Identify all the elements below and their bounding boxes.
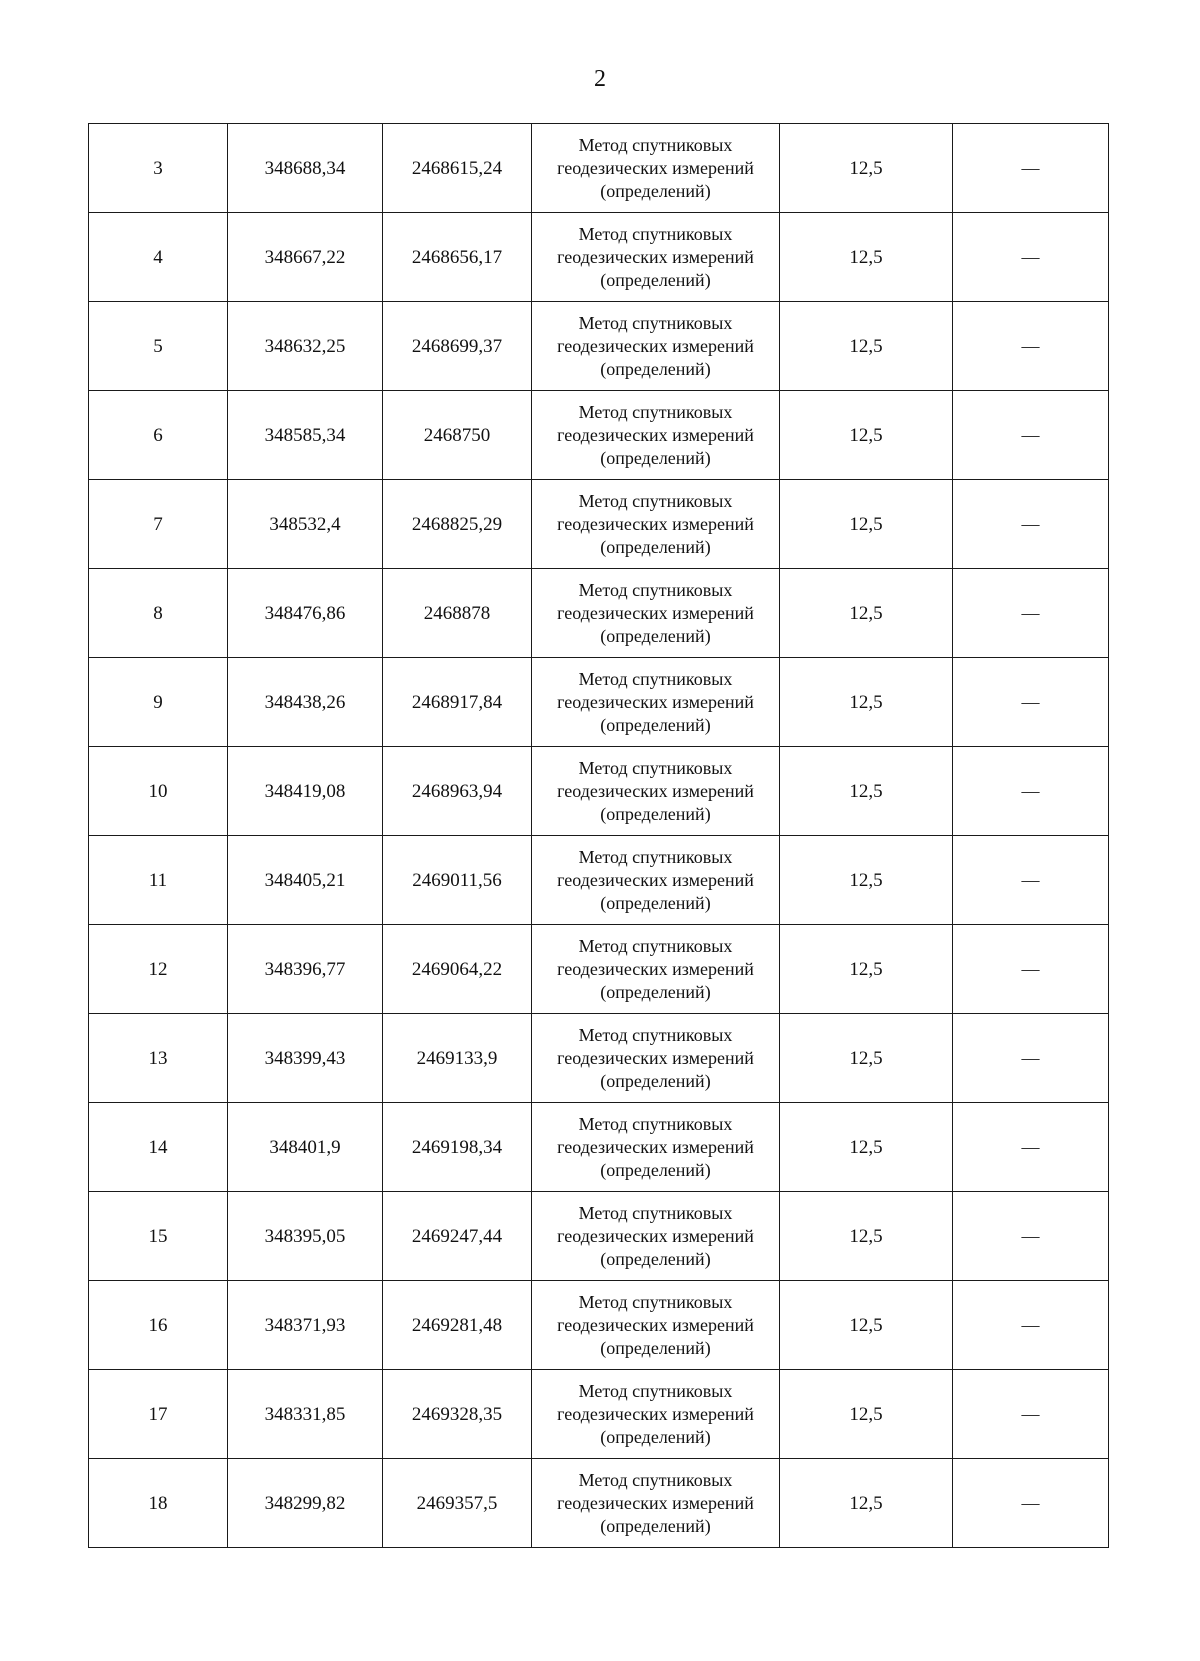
table-row [89, 1014, 1109, 1103]
y-coordinate-cell: 2469328,35 [383, 1370, 532, 1459]
table-row [89, 480, 1109, 569]
y-coordinate-cell: 2468825,29 [383, 480, 532, 569]
description-cell: — [953, 836, 1109, 925]
x-coordinate-cell: 348667,22 [228, 213, 383, 302]
method-cell: Метод спутниковых геодезических измерений (определений) [532, 1370, 780, 1459]
method-cell: Метод спутниковых геодезических измерений (определений) [532, 658, 780, 747]
y-coordinate-cell: 2468699,37 [383, 302, 532, 391]
description-cell: — [953, 124, 1109, 213]
table-row [89, 1103, 1109, 1192]
y-coordinate-cell: 2469247,44 [383, 1192, 532, 1281]
accuracy-cell: 12,5 [780, 1103, 953, 1192]
description-cell: — [953, 1281, 1109, 1370]
table-row [89, 213, 1109, 302]
accuracy-cell: 12,5 [780, 658, 953, 747]
method-cell: Метод спутниковых геодезических измерений (определений) [532, 391, 780, 480]
x-coordinate-cell: 348419,08 [228, 747, 383, 836]
x-coordinate-cell: 348371,93 [228, 1281, 383, 1370]
point-number-cell: 4 [89, 213, 228, 302]
accuracy-cell: 12,5 [780, 1192, 953, 1281]
description-cell: — [953, 302, 1109, 391]
x-coordinate-cell: 348299,82 [228, 1459, 383, 1548]
table-row [89, 1281, 1109, 1370]
method-cell: Метод спутниковых геодезических измерений (определений) [532, 302, 780, 391]
description-cell: — [953, 1370, 1109, 1459]
method-cell: Метод спутниковых геодезических измерений (определений) [532, 925, 780, 1014]
description-cell: — [953, 480, 1109, 569]
description-cell: — [953, 1192, 1109, 1281]
method-cell: Метод спутниковых геодезических измерений (определений) [532, 213, 780, 302]
y-coordinate-cell: 2469281,48 [383, 1281, 532, 1370]
y-coordinate-cell: 2468878 [383, 569, 532, 658]
table-row [89, 124, 1109, 213]
coordinates-table-body [89, 124, 1109, 1548]
y-coordinate-cell: 2468656,17 [383, 213, 532, 302]
method-cell: Метод спутниковых геодезических измерений (определений) [532, 1014, 780, 1103]
table-row [89, 747, 1109, 836]
description-cell: — [953, 213, 1109, 302]
description-cell: — [953, 925, 1109, 1014]
point-number-cell: 15 [89, 1192, 228, 1281]
point-number-cell: 17 [89, 1370, 228, 1459]
y-coordinate-cell: 2468615,24 [383, 124, 532, 213]
accuracy-cell: 12,5 [780, 480, 953, 569]
x-coordinate-cell: 348395,05 [228, 1192, 383, 1281]
coordinates-table [88, 123, 1109, 1548]
point-number-cell: 8 [89, 569, 228, 658]
method-cell: Метод спутниковых геодезических измерений (определений) [532, 124, 780, 213]
table-row [89, 569, 1109, 658]
point-number-cell: 5 [89, 302, 228, 391]
description-cell: — [953, 391, 1109, 480]
y-coordinate-cell: 2469357,5 [383, 1459, 532, 1548]
y-coordinate-cell: 2469011,56 [383, 836, 532, 925]
x-coordinate-cell: 348405,21 [228, 836, 383, 925]
accuracy-cell: 12,5 [780, 1281, 953, 1370]
x-coordinate-cell: 348532,4 [228, 480, 383, 569]
description-cell: — [953, 1459, 1109, 1548]
x-coordinate-cell: 348399,43 [228, 1014, 383, 1103]
accuracy-cell: 12,5 [780, 391, 953, 480]
x-coordinate-cell: 348401,9 [228, 1103, 383, 1192]
x-coordinate-cell: 348396,77 [228, 925, 383, 1014]
description-cell: — [953, 1014, 1109, 1103]
y-coordinate-cell: 2468917,84 [383, 658, 532, 747]
method-cell: Метод спутниковых геодезических измерений (определений) [532, 1459, 780, 1548]
x-coordinate-cell: 348331,85 [228, 1370, 383, 1459]
description-cell: — [953, 747, 1109, 836]
accuracy-cell: 12,5 [780, 925, 953, 1014]
method-cell: Метод спутниковых геодезических измерений (определений) [532, 569, 780, 658]
table-row [89, 1192, 1109, 1281]
description-cell: — [953, 658, 1109, 747]
accuracy-cell: 12,5 [780, 213, 953, 302]
point-number-cell: 3 [89, 124, 228, 213]
point-number-cell: 12 [89, 925, 228, 1014]
point-number-cell: 10 [89, 747, 228, 836]
point-number-cell: 18 [89, 1459, 228, 1548]
point-number-cell: 11 [89, 836, 228, 925]
accuracy-cell: 12,5 [780, 302, 953, 391]
accuracy-cell: 12,5 [780, 1459, 953, 1548]
accuracy-cell: 12,5 [780, 836, 953, 925]
method-cell: Метод спутниковых геодезических измерений (определений) [532, 1103, 780, 1192]
description-cell: — [953, 1103, 1109, 1192]
point-number-cell: 16 [89, 1281, 228, 1370]
x-coordinate-cell: 348632,25 [228, 302, 383, 391]
point-number-cell: 7 [89, 480, 228, 569]
table-row [89, 1459, 1109, 1548]
y-coordinate-cell: 2469198,34 [383, 1103, 532, 1192]
method-cell: Метод спутниковых геодезических измерений (определений) [532, 747, 780, 836]
point-number-cell: 9 [89, 658, 228, 747]
method-cell: Метод спутниковых геодезических измерений (определений) [532, 480, 780, 569]
y-coordinate-cell: 2469064,22 [383, 925, 532, 1014]
page-number: 2 [594, 66, 606, 92]
y-coordinate-cell: 2469133,9 [383, 1014, 532, 1103]
accuracy-cell: 12,5 [780, 1370, 953, 1459]
accuracy-cell: 12,5 [780, 569, 953, 658]
method-cell: Метод спутниковых геодезических измерений (определений) [532, 1192, 780, 1281]
description-cell: — [953, 569, 1109, 658]
x-coordinate-cell: 348585,34 [228, 391, 383, 480]
point-number-cell: 14 [89, 1103, 228, 1192]
table-row [89, 836, 1109, 925]
accuracy-cell: 12,5 [780, 747, 953, 836]
x-coordinate-cell: 348438,26 [228, 658, 383, 747]
y-coordinate-cell: 2468963,94 [383, 747, 532, 836]
point-number-cell: 6 [89, 391, 228, 480]
table-row [89, 391, 1109, 480]
x-coordinate-cell: 348476,86 [228, 569, 383, 658]
table-row [89, 925, 1109, 1014]
point-number-cell: 13 [89, 1014, 228, 1103]
y-coordinate-cell: 2468750 [383, 391, 532, 480]
accuracy-cell: 12,5 [780, 1014, 953, 1103]
table-row [89, 302, 1109, 391]
table-row [89, 658, 1109, 747]
method-cell: Метод спутниковых геодезических измерений (определений) [532, 836, 780, 925]
x-coordinate-cell: 348688,34 [228, 124, 383, 213]
table-row [89, 1370, 1109, 1459]
accuracy-cell: 12,5 [780, 124, 953, 213]
method-cell: Метод спутниковых геодезических измерений (определений) [532, 1281, 780, 1370]
